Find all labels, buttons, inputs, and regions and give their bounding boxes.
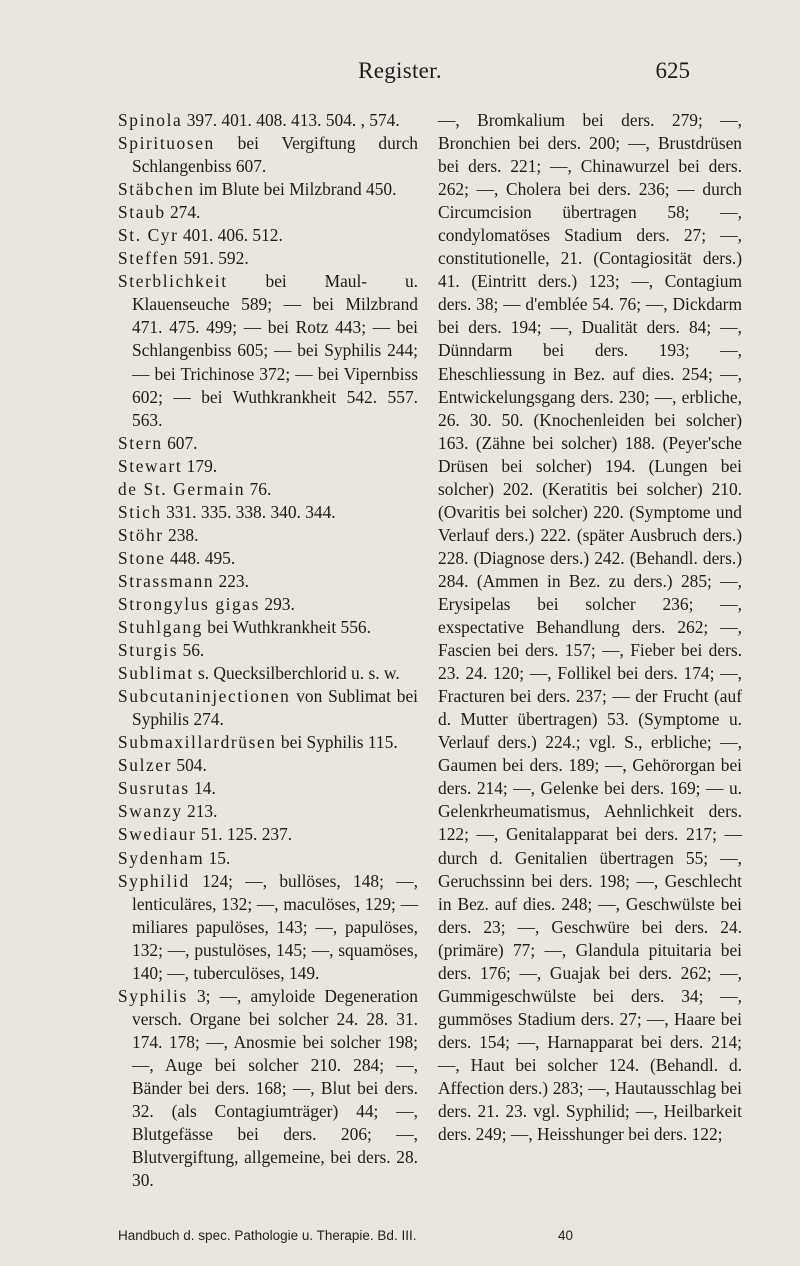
index-entry-headword: Swanzy <box>118 801 183 822</box>
index-entry-headword: Steffen <box>118 248 180 269</box>
index-entry-refs: bei Maul- u. Klauenseuche 589; — bei Milzbrand 471. 475. 499; — bei Rotz 443; — bei Schlangenbiss 605; — bei Syphilis 244; — bei Trichinose 372; — bei Vipernbiss 602; — bei Wuthkrankheit 542. 557. 563. <box>132 271 418 430</box>
index-entry <box>118 870 418 985</box>
index-entry-headword: Stöhr <box>118 524 164 545</box>
index-entry-headword: Stern <box>118 432 163 453</box>
index-entry-headword: Sterblichkeit <box>118 271 228 292</box>
index-entry <box>118 754 418 777</box>
index-entry <box>118 524 418 547</box>
index-entry-continuation: —, Bromkalium bei ders. 279; —, Bronchien bei ders. 200; —, Brustdrüsen bei ders. 221; —, Chinawurzel bei ders. 262; —, Cholera bei ders. 236; — durch Circumcision übertragen 58; —, condylomatöses Stadium ders. 27; —, constitutionelle, 21. (Contagiosität ders.) 41. (Eintritt ders.) 123; —, Contagium ders. 38; — d'emblée 54. 76; —, Dickdarm bei ders. 194; —, Dualität ders. 84; —, Dünndarm bei ders. 193; —, Eheschliessung in Bez. auf dies. 254; —, Entwickelungsgang ders. 230; —, erbliche, 26. 30. 50. (Knochenleiden bei solcher) 163. (Zähne bei solcher) 188. (Peyer'sche Drüsen bei solcher) 194. (Lungen bei solcher) 202. (Keratitis bei solcher) 210. (Ovaritis bei solcher) 220. (Symptome und Verlauf ders.) 222. (später Ausbruch ders.) 228. (Diagnose ders.) 242. (Behandl. ders.) 284. (Ammen in Bez. zu ders.) 285; —, Erysipelas bei solcher 236; —, exspectative Behandlung ders. 262; —, Fascien bei ders. 157; —, Fieber bei ders. 23. 24. 120; —, Follikel bei ders. 174; —, Fracturen bei ders. 237; — der Frucht (auf d. Mutter übertragen) 53. (Symptome u. Verlauf ders.) 224.; vgl. S., erbliche; —, Gaumen bei ders. 189; —, Gehörorgan bei ders. 214; —, Gelenke bei ders. 169; — u. Gelenkrheumatismus, Aehnlichkeit ders. 122; —, Genitalapparat bei ders. 217; — durch d. Genitalien übertragen 55; —, Geruchssinn bei ders. 198; —, Geschlecht in Bez. auf dies. 248; —, Geschwülste bei ders. 23; —, Geschwüre bei ders. 24. (primäre) 77; —, Glandula pituitaria bei ders. 176; —, Guajak bei ders. 262; —, Gummigeschwülste bei ders. 34; —, gummöses Stadium ders. 27; —, Haare bei ders. 154; —, Harnapparat bei ders. 214; —, Haut bei solcher 124. (Behandl. d. Affection ders.) 283; —, Hautausschlag bei ders. 21. 23. vgl. Syphilid; —, Heilbarkeit ders. 249; —, Heisshunger bei ders. 122; <box>438 110 742 1145</box>
index-entry-refs: 3; —, amyloide Degeneration versch. Organe bei solcher 24. 28. 31. 174. 178; —, Anosmie bei solcher 198; —, Auge bei solcher 210. 284; —, Bänder bei ders. 168; —, Blut bei ders. 32. (als Contagiumträger) 44; —, Blutgefässe bei ders. 206; —, Blutvergiftung, allgemeine, bei ders. 28. 30. <box>132 985 418 1191</box>
index-entry-headword: Strassmann <box>118 570 215 591</box>
page-header <box>110 58 690 86</box>
index-entry-headword: Susrutas <box>118 778 190 799</box>
index-entry <box>118 501 418 524</box>
index-entry-headword: Stone <box>118 547 166 568</box>
index-entry-refs: 179. <box>182 455 218 476</box>
index-column-right <box>438 109 742 1146</box>
index-entry <box>118 247 418 270</box>
index-entry-headword: de St. Germain <box>118 478 246 499</box>
index-entry-refs: 504. <box>172 755 207 776</box>
index-entry-refs: 448. 495. <box>165 547 236 568</box>
index-entry <box>118 685 418 731</box>
index-entry-refs: 591. 592. <box>179 248 249 269</box>
index-entry-refs: 331. 335. 338. 340. 344. <box>161 501 336 522</box>
index-entry-headword: Stäbchen <box>118 179 195 200</box>
index-entry-refs: 56. <box>178 640 205 661</box>
index-entry-headword: Spirituosen <box>118 133 215 154</box>
index-entry-refs: 401. 406. 512. <box>178 225 283 246</box>
signature-mark: 40 <box>558 1228 574 1243</box>
index-entry <box>118 547 418 570</box>
index-entry-headword: Swediaur <box>118 824 197 845</box>
index-entry <box>118 224 418 247</box>
index-entry-refs: bei Vergiftung durch Schlangenbiss 607. <box>132 133 418 177</box>
index-entry <box>118 639 418 662</box>
index-entry <box>118 132 418 178</box>
index-entry <box>118 270 418 431</box>
index-entry-refs: im Blute bei Milzbrand 450. <box>194 179 397 200</box>
index-entry-headword: Submaxillardrüsen <box>118 732 277 753</box>
index-entry <box>118 455 418 478</box>
index-entry-refs: 274. <box>165 202 201 223</box>
index-entry <box>118 432 418 455</box>
index-entry-refs: von Sublimat bei Syphilis 274. <box>132 686 418 730</box>
index-entry <box>118 593 418 616</box>
index-entry-headword: Syphilid <box>118 870 190 891</box>
index-entry <box>118 731 418 754</box>
index-entry-headword: Stich <box>118 501 162 522</box>
index-entry-headword: Staub <box>118 202 166 223</box>
index-entry-refs: 238. <box>163 524 199 545</box>
index-entry-refs: 124; —, bullöses, 148; —, lenticuläres, 132; —, maculöses, 129; — miliares papulöses, 143; —, papulöses, 132; —, pustulöses, 145; —, squamöses, 140; —, tuberculöses, 149. <box>132 870 418 983</box>
index-entry <box>118 109 418 132</box>
index-entry <box>118 201 418 224</box>
index-entry-headword: Spinola <box>118 110 183 130</box>
index-entry <box>118 985 418 1192</box>
index-entry-headword: Sturgis <box>118 640 179 661</box>
page-title: Register. <box>358 58 442 83</box>
index-entry-headword: Stuhlgang <box>118 617 203 638</box>
index-entry-refs: 213. <box>182 801 218 822</box>
index-entry <box>118 616 418 639</box>
index-entry-headword: Subcutaninjectionen <box>118 686 291 707</box>
index-entry-refs: s. Quecksilberchlorid u. s. w. <box>193 663 400 684</box>
index-entry-refs: 223. <box>214 570 249 591</box>
index-entry-refs: 15. <box>204 847 231 868</box>
index-entry-headword: Syphilis <box>118 985 188 1006</box>
footer-book-title: Handbuch d. spec. Pathologie u. Therapie. Bd. III. <box>118 1228 417 1243</box>
index-entry-headword: Sublimat <box>118 663 194 684</box>
index-entry-headword: Strongylus gigas <box>118 593 261 614</box>
index-entry-refs: 14. <box>189 778 216 799</box>
index-entry <box>118 570 418 593</box>
index-entry <box>118 847 418 870</box>
page-number: 625 <box>655 58 690 83</box>
index-entry-refs: 607. <box>162 432 198 453</box>
index-entry <box>118 800 418 823</box>
index-entry-headword: Sulzer <box>118 755 173 776</box>
page-footer <box>118 1228 718 1243</box>
index-entry-refs: 51. 125. 237. <box>196 824 293 845</box>
index-column-left <box>118 109 418 1192</box>
index-entry-headword: Stewart <box>118 455 183 476</box>
index-entry-headword: Sydenham <box>118 847 205 868</box>
index-entry-refs: bei Syphilis 115. <box>276 732 398 753</box>
index-entry-refs: bei Wuthkrankheit 556. <box>202 617 371 638</box>
index-entry <box>118 662 418 685</box>
index-entry-refs: 293. <box>260 593 295 614</box>
index-entry <box>118 178 418 201</box>
index-entry-headword: St. Cyr <box>118 225 179 246</box>
index-entry <box>118 777 418 800</box>
index-entry <box>118 478 418 501</box>
index-entry-refs: 76. <box>245 478 272 499</box>
index-entry <box>118 823 418 846</box>
index-entry-refs: 397. 401. 408. 413. 504. , 574. <box>182 110 400 130</box>
